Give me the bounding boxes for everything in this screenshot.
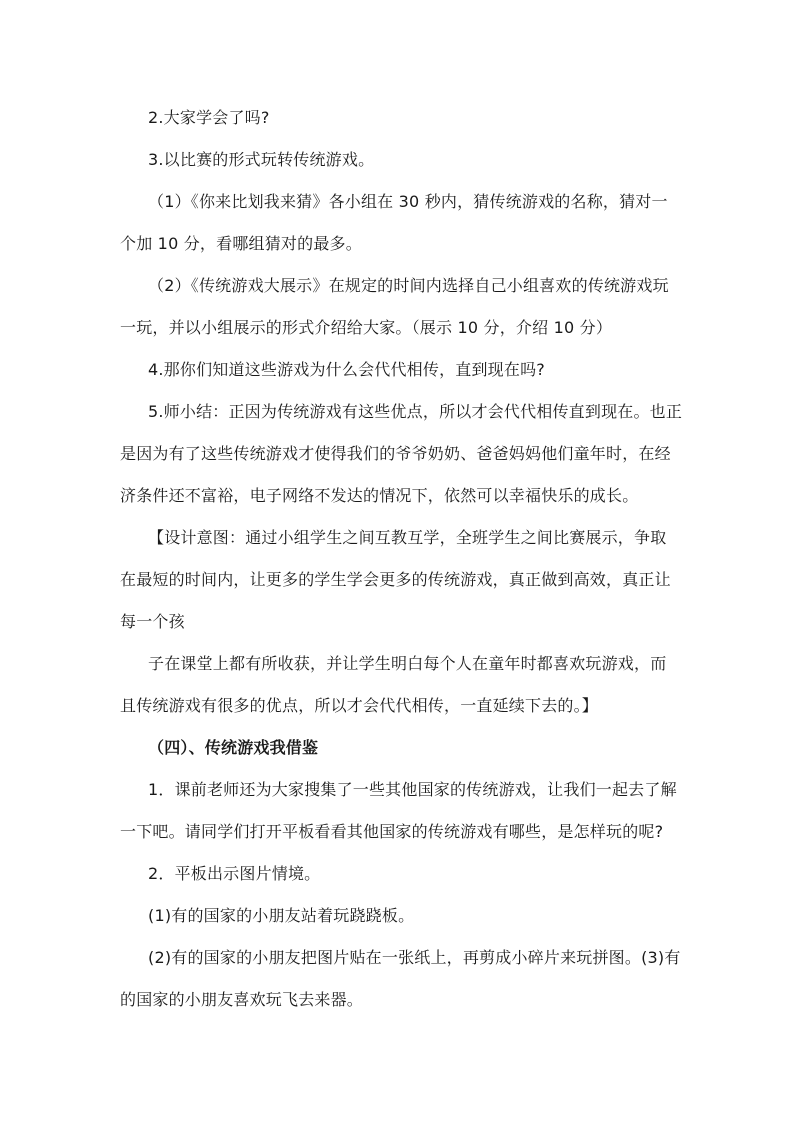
paragraph-line: 一下吧。请同学们打开平板看看其他国家的传统游戏有哪些，是怎样玩的呢? [120, 822, 664, 841]
paragraph-line: 【设计意图：通过小组学生之间互教互学，全班学生之间比赛展示，争取 [148, 528, 667, 547]
paragraph-line: 一玩，并以小组展示的形式介绍给大家。（展示 10 分，介绍 10 分） [120, 318, 613, 337]
paragraph-line: 5.师小结：正因为传统游戏有这些优点，所以才会代代相传直到现在。也正 [148, 402, 683, 421]
paragraph-line: 个加 10 分，看哪组猜对的最多。 [120, 234, 362, 253]
paragraph-line: 是因为有了这些传统游戏才使得我们的爷爷奶奶、爸爸妈妈他们童年时，在经 [120, 444, 671, 463]
paragraph-line: 且传统游戏有很多的优点，所以才会代代相传，一直延续下去的。】 [120, 696, 599, 715]
paragraph-line: 2．平板出示图片情境。 [148, 864, 321, 883]
section-heading: （四）、传统游戏我借鉴 [148, 738, 319, 757]
paragraph-line: （1）《你来比划我来猜》各小组在 30 秒内，猜传统游戏的名称，猜对一 [148, 192, 668, 211]
paragraph-line: 1．课前老师还为大家搜集了一些其他国家的传统游戏，让我们一起去了解 [148, 780, 677, 799]
paragraph-line: 每一个孩 [120, 612, 185, 631]
paragraph-line: 2.大家学会了吗? [148, 108, 270, 127]
paragraph-line: (1)有的国家的小朋友站着玩跷跷板。 [148, 906, 415, 925]
paragraph-line: （2）《传统游戏大展示》在规定的时间内选择自己小组喜欢的传统游戏玩 [148, 276, 669, 295]
paragraph-line: 在最短的时间内，让更多的学生学会更多的传统游戏，真正做到高效，真正让 [120, 570, 671, 589]
paragraph-line: 4.那你们知道这些游戏为什么会代代相传，直到现在吗? [148, 360, 545, 379]
paragraph-line: 济条件还不富裕，电子网络不发达的情况下，依然可以幸福快乐的成长。 [120, 486, 639, 505]
paragraph-line: 子在课堂上都有所收获，并让学生明白每个人在童年时都喜欢玩游戏，而 [148, 654, 667, 673]
paragraph-line: (2)有的国家的小朋友把图片贴在一张纸上，再剪成小碎片来玩拼图。(3)有 [148, 948, 681, 967]
paragraph-line: 3.以比赛的形式玩转传统游戏。 [148, 150, 375, 169]
paragraph-line: 的国家的小朋友喜欢玩飞去来器。 [120, 990, 364, 1009]
